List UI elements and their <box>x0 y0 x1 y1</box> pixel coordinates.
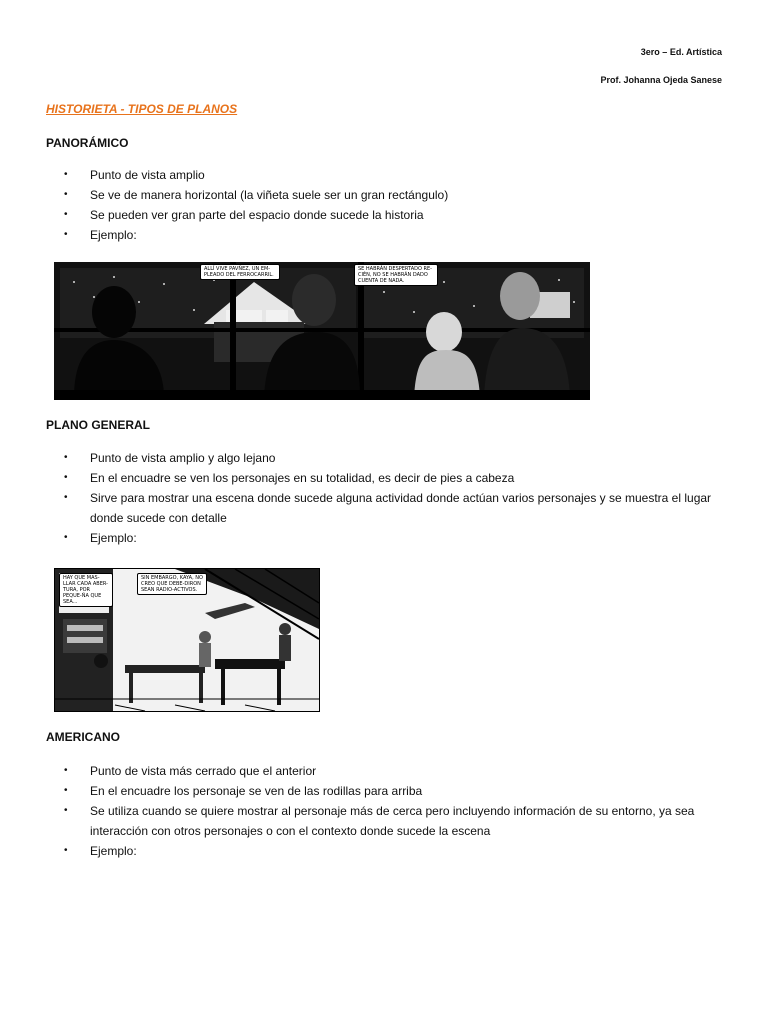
divider <box>54 398 590 400</box>
list-item: • Punto de vista amplio y algo lejano <box>46 448 726 468</box>
list-item: • Punto de vista más cerrado que el anterior <box>46 761 726 781</box>
speech-bubble: ALLÍ VIVE PAVÑEZ, UN EM-PLEADO DEL FERROCARRIL. <box>200 264 280 280</box>
list-item: • Ejemplo: <box>46 528 726 548</box>
speech-bubble: SE HABRÁN DESPERTADO RE-CIÉN, NO SE HABRÁN DADO CUENTA DE NADA. <box>354 264 438 286</box>
speech-bubble: SIN EMBARGO, KAYA, NO CREO QUE DEBE-DIRON SEAN RADIO-ACTIVOS. <box>137 573 207 595</box>
panoramico-bullet-list <box>46 165 726 245</box>
document-title: HISTORIETA - TIPOS DE PLANOS <box>46 102 238 116</box>
list-item: • En el encuadre los personaje se ven de las rodillas para arriba <box>46 781 726 801</box>
list-item: • Se pueden ver gran parte del espacio donde sucede la historia <box>46 205 726 225</box>
header-teacher: Prof. Johanna Ojeda Sanese <box>600 75 722 85</box>
list-item: • Ejemplo: <box>46 225 726 245</box>
speech-bubble: HAY QUE MAS-LLAR CADA ABER-TURA, POR PEQUE-ÑA QUE SEA... <box>59 573 113 607</box>
panoramic-comic-art <box>54 262 590 398</box>
americano-bullet-list <box>46 761 726 861</box>
list-item: • Ejemplo: <box>46 841 726 861</box>
panoramic-comic-image <box>54 262 590 398</box>
list-item: • Punto de vista amplio <box>46 165 726 185</box>
list-item: • En el encuadre se ven los personajes en su totalidad, es decir de pies a cabeza <box>46 468 726 488</box>
header-course: 3ero – Ed. Artística <box>640 47 722 57</box>
plano-general-bullet-list <box>46 448 726 548</box>
list-item: • Se ve de manera horizontal (la viñeta suele ser un gran rectángulo) <box>46 185 726 205</box>
section-heading-plano-general: PLANO GENERAL <box>46 418 151 432</box>
section-heading-panoramico: PANORÁMICO <box>46 136 129 150</box>
general-plane-comic-image <box>54 568 320 712</box>
list-item: • Sirve para mostrar una escena donde sucede alguna actividad donde actúan varios personajes y se muestra el lugar donde sucede con detalle <box>46 488 726 528</box>
section-heading-americano: AMERICANO <box>46 730 120 744</box>
list-item: • Se utiliza cuando se quiere mostrar al personaje más de cerca pero incluyendo información de su entorno, ya sea interacción con otros personajes o con el contexto donde sucede la escena <box>46 801 726 841</box>
